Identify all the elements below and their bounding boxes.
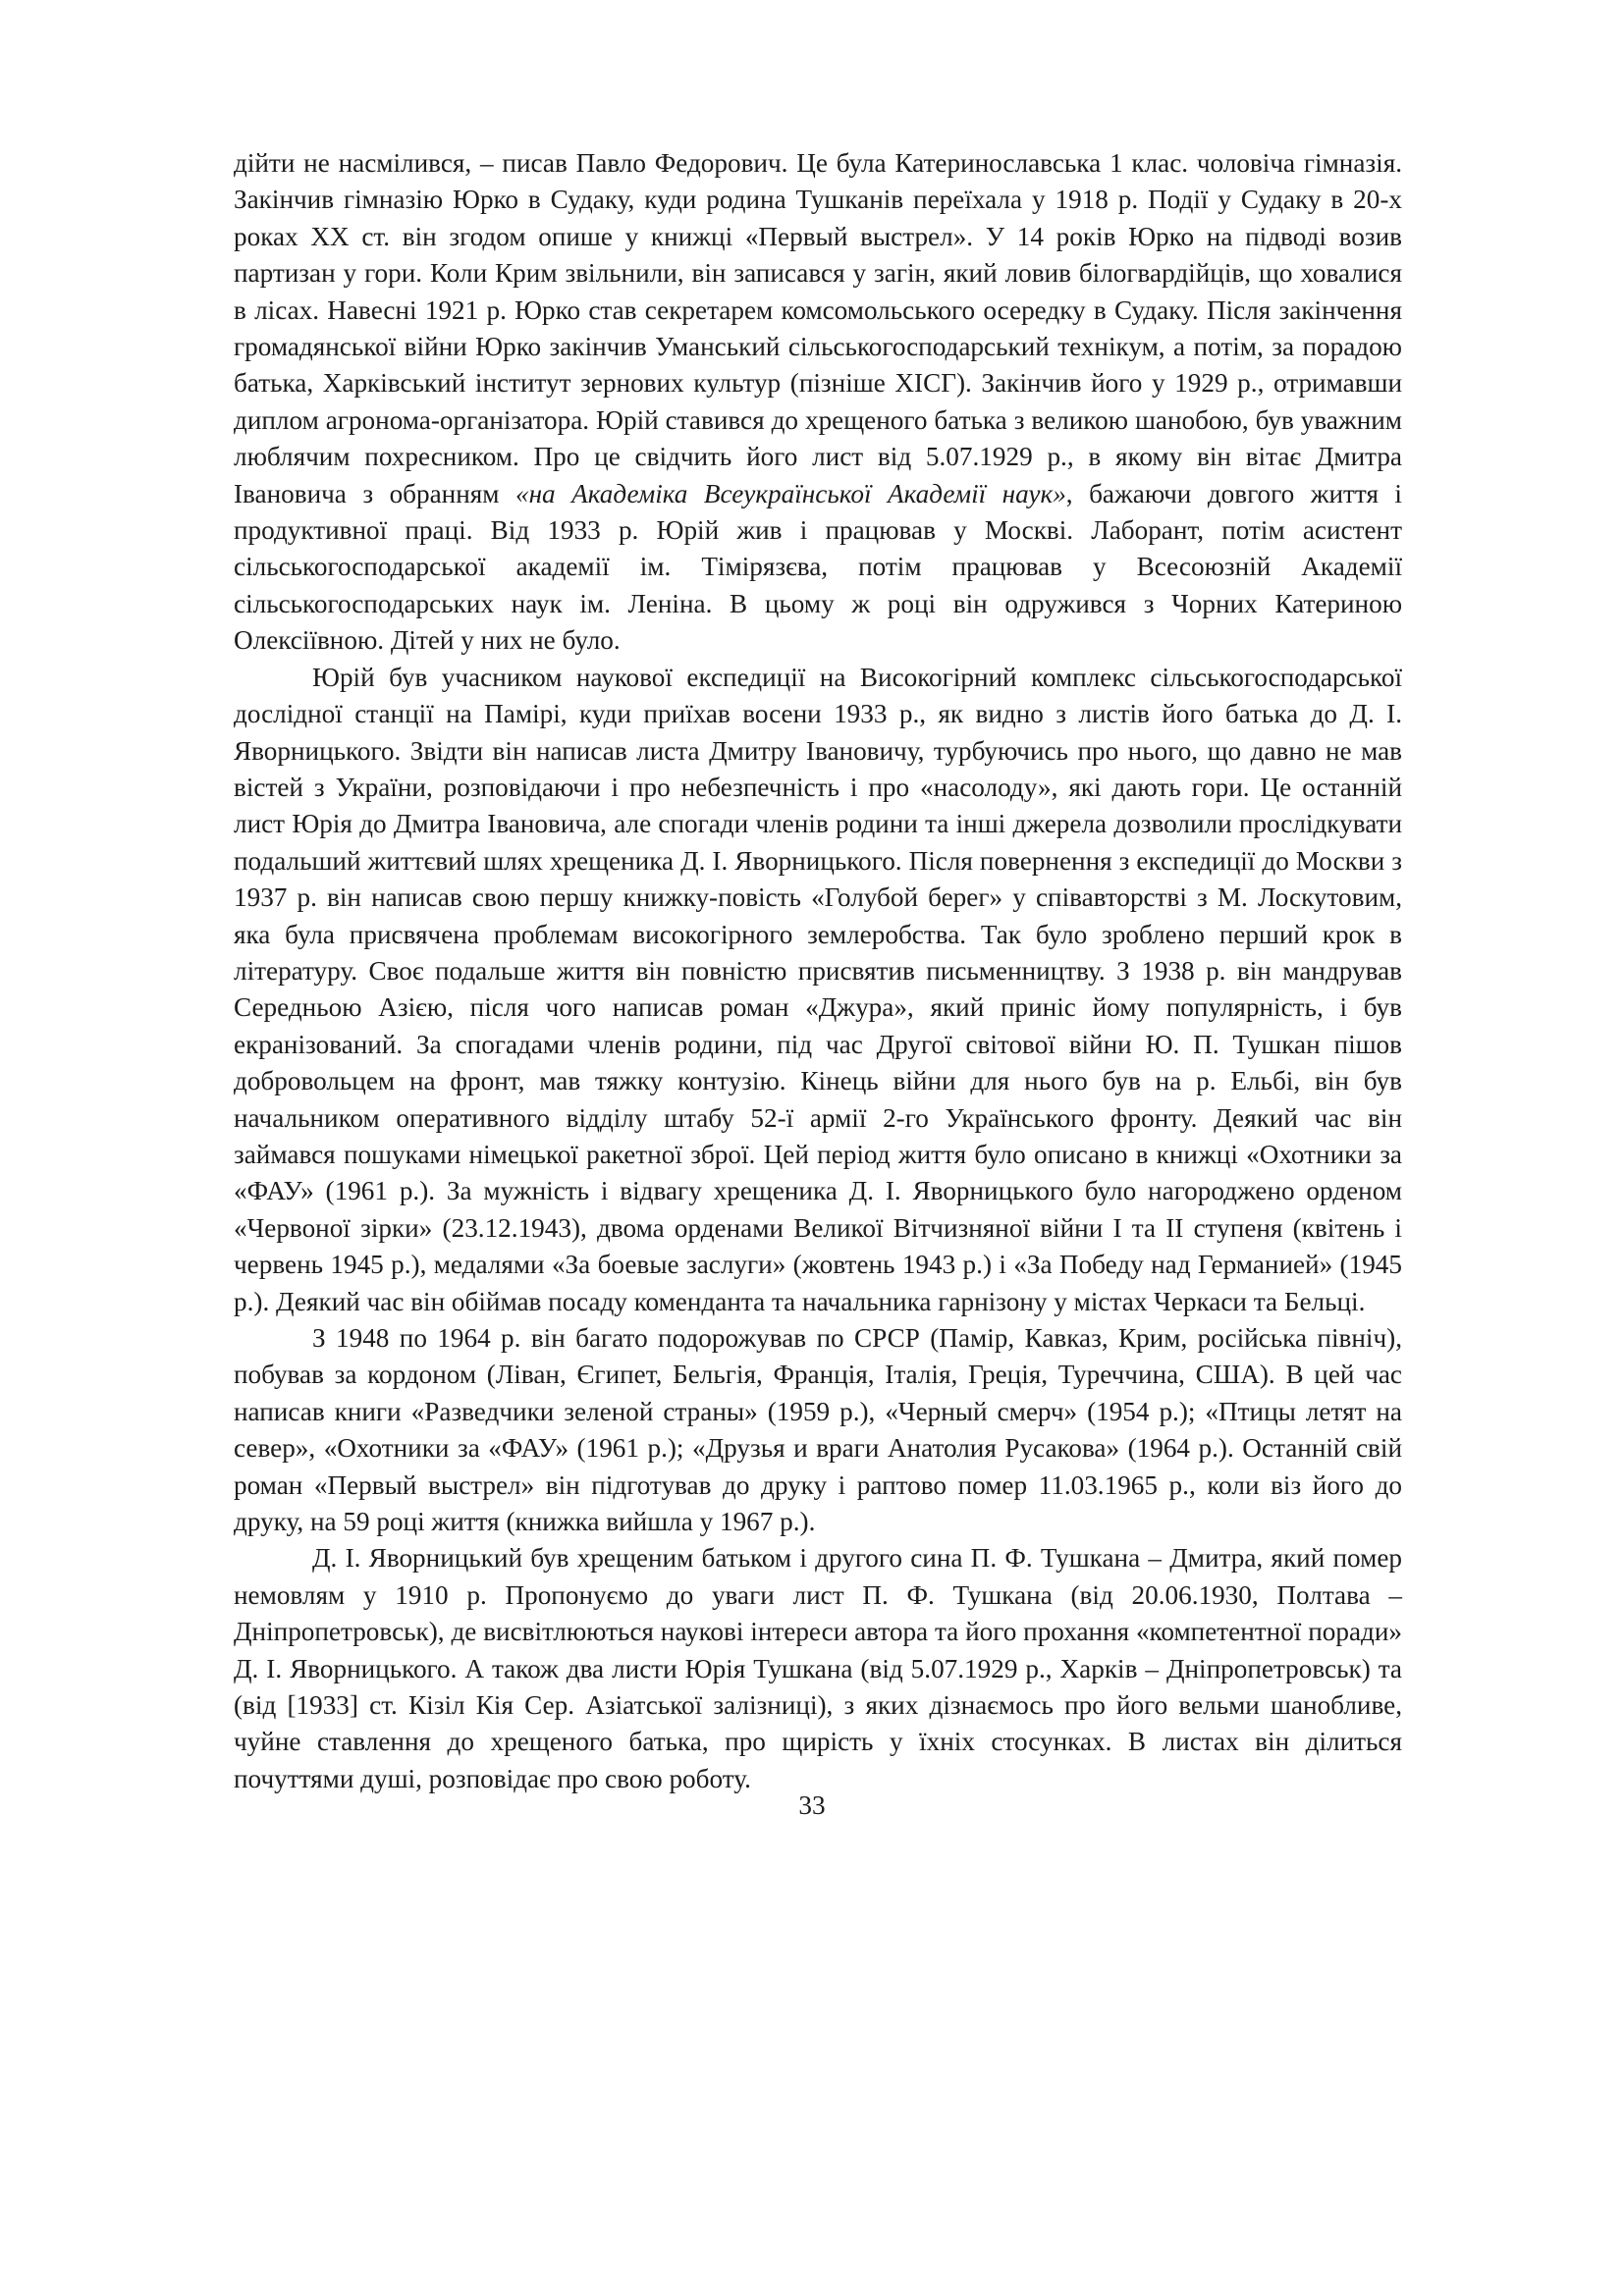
paragraph-1-text-b: , бажаючи довгого життя і продуктивної праці. Від 1933 р. Юрій жив і працював у Москві. Лаборант, потім асистент сільськогосподарської академії ім. Тімірязєва, потім працював у Всесоюзній Академії сільськогосподарських наук ім. Леніна. В цьому ж році він одружився з Чорних Катериною Олексіївною. Дітей у них не було.	[234, 478, 1402, 656]
paragraph-1-text-a: дійти не насмілився, – писав Павло Федорович. Це була Катеринославська 1 клас. чоловіча гімназія. Закінчив гімназію Юрко в Судаку, куди родина Тушканів переїхала у 1918 р. Події у Судаку в 20-х роках XX ст. він згодом опише у книжці «Первый выстрел». У 14 років Юрко на підводі возив партизан у гори. Коли Крим звільнили, він записався у загін, який ловив білогвардійців, що ховалися в лісах. Навесні 1921 р. Юрко став секретарем комсомольського осередку в Судаку. Після закінчення громадянської війни Юрко закінчив Уманський сільськогосподарський технікум, а потім, за порадою батька, Харківський інститут зернових культур (пізніше ХІСГ). Закінчив його у 1929 р., отримавши диплом агронома-організатора. Юрій ставився до хрещеного батька з великою шанобою, був уважним люблячим похресником. Про це свідчить його лист від 5.07.1929 р., в якому він вітає Дмитра Івановича з обранням	[234, 148, 1402, 508]
page-number: 33	[798, 1790, 826, 1820]
paragraph-3-text: З 1948 по 1964 р. він багато подорожував по СРСР (Памір, Кавказ, Крим, російська північ), побував за кордоном (Ліван, Єгипет, Бельгія, Франція, Італія, Греція, Туреччина, США). В цей час написав книги «Разведчики зеленой страны» (1959 р.), «Черный смерч» (1954 р.); «Птицы летят на север», «Охотники за «ФАУ» (1961 р.); «Друзья и враги Анатолия Русакова» (1964 р.). Останній свій роман «Первый выстрел» він підготував до друку і раптово помер 11.03.1965 р., коли віз його до друку, на 59 році життя (книжка вийшла у 1967 р.).	[234, 1323, 1402, 1537]
paragraph-3	[234, 1320, 1402, 1540]
paragraph-2	[234, 660, 1402, 1320]
paragraph-1-italic-quote: «на Академіка Всеукраїнської Академії наук»	[514, 478, 1066, 508]
document-body	[234, 145, 1402, 1797]
paragraph-4-text: Д. І. Яворницький був хрещеним батьком і другого сина П. Ф. Тушкана – Дмитра, який помер немовлям у 1910 р. Пропонуємо до уваги лист П. Ф. Тушкана (від 20.06.1930, Полтава – Дніпропетровськ), де висвітлюються наукові інтереси автора та його прохання «компетентної поради» Д. І. Яворницького. А також два листи Юрія Тушкана (від 5.07.1929 р., Харків – Дніпропетровськ) та (від [1933] ст. Кізіл Кія Сер. Азіатської залізниці), з яких дізнаємось про його вельми шанобливе, чуйне ставлення до хрещеного батька, про щирість у їхніх стосунках. В листах він ділиться почуттями душі, розповідає про свою роботу.	[234, 1543, 1402, 1793]
paragraph-2-text: Юрій був учасником наукової експедиції на Високогірний комплекс сільськогосподарської дослідної станції на Памірі, куди приїхав восени 1933 р., як видно з листів його батька до Д. І. Яворницького. Звідти він написав листа Дмитру Івановичу, турбуючись про нього, що давно не мав вістей з України, розповідаючи і про небезпечність і про «насолоду», які дають гори. Це останній лист Юрія до Дмитра Івановича, але спогади членів родини та інші джерела дозволили прослідкувати подальший життєвий шлях хрещеника Д. І. Яворницького. Після повернення з експедиції до Москви з 1937 р. він написав свою першу книжку-повість «Голубой берег» у співавторстві з М. Лоскутовим, яка була присвячена проблемам високогірного землеробства. Так було зроблено перший крок в літературу. Своє подальше життя він повністю присвятив письменництву. З 1938 р. він мандрував Середньою Азією, після чого написав роман «Джура», який приніс йому популярність, і був екранізований. За спогадами членів родини, під час Другої світової війни Ю. П. Тушкан пішов добровольцем на фронт, мав тяжку контузію. Кінець війни для нього був на р. Ельбі, він був начальником оперативного відділу штабу 52-ї армії 2-го Українського фронту. Деякий час він займався пошуками німецької ракетної зброї. Цей період життя було описано в книжці «Охотники за «ФАУ» (1961 р.). За мужність і відвагу хрещеника Д. І. Яворницького було нагороджено орденом «Червоної зірки» (23.12.1943), двома орденами Великої Вітчизняної війни I та II ступеня (квітень і червень 1945 р.), медалями «За боевые заслуги» (жовтень 1943 р.) і «За Победу над Германией» (1945 р.). Деякий час він обіймав посаду коменданта та начальника гарнізону у містах Черкаси та Бельці.	[234, 662, 1402, 1316]
paragraph-1	[234, 145, 1402, 660]
paragraph-4	[234, 1540, 1402, 1797]
